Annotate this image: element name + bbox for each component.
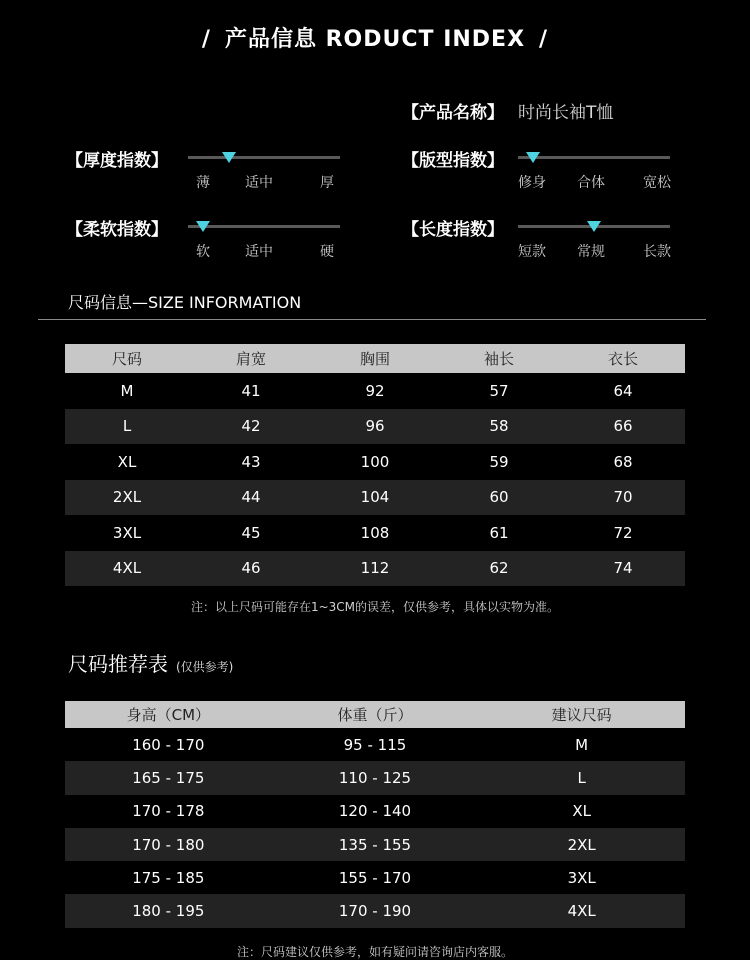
softness-tick-low: 软 xyxy=(196,244,210,260)
table-cell: 112 xyxy=(360,559,390,578)
table-row xyxy=(65,828,685,861)
fit-index-label: 【版型指数】 xyxy=(402,151,504,171)
header-sleeve: 袖长 xyxy=(483,350,514,368)
section-divider xyxy=(38,319,706,320)
table-cell: 42 xyxy=(241,417,261,436)
table-cell: 59 xyxy=(489,452,509,471)
table-cell: 165 - 175 xyxy=(132,768,205,787)
length-tick-low: 短款 xyxy=(518,244,546,260)
table-row xyxy=(65,761,685,794)
recommend-note: 注：尺码建议仅供参考，如有疑问请咨询店内客服。 xyxy=(236,945,513,959)
table-row xyxy=(65,444,685,480)
recommend-table-header-row xyxy=(65,701,685,728)
table-cell: 108 xyxy=(360,523,390,542)
table-row xyxy=(65,409,685,445)
table-row xyxy=(65,861,685,894)
table-cell: 95 - 115 xyxy=(343,735,407,754)
table-cell: 70 xyxy=(613,488,633,507)
table-cell: 135 - 155 xyxy=(338,835,412,854)
page-title: 产品信息 RODUCT INDEX xyxy=(224,27,526,52)
table-cell: 4XL xyxy=(567,902,596,921)
table-cell: 160 - 170 xyxy=(132,735,205,754)
recommend-table xyxy=(65,701,685,928)
table-cell: L xyxy=(577,768,586,787)
table-row xyxy=(65,480,685,516)
softness-tick-mid: 适中 xyxy=(245,244,273,260)
table-cell: XL xyxy=(117,452,137,471)
length-tick-high: 长款 xyxy=(643,244,671,260)
table-cell: 46 xyxy=(241,559,261,578)
table-cell: 66 xyxy=(613,417,633,436)
table-cell: 43 xyxy=(241,452,261,471)
page-header xyxy=(0,22,750,53)
table-row xyxy=(65,728,685,761)
table-cell: 170 - 180 xyxy=(132,835,205,854)
table-cell: 74 xyxy=(613,559,633,578)
fit-tick-low: 修身 xyxy=(518,175,546,191)
header-chest: 胸围 xyxy=(359,350,390,368)
fit-slider-marker xyxy=(526,152,540,163)
length-index-label: 【长度指数】 xyxy=(402,220,504,240)
table-cell: 45 xyxy=(241,523,261,542)
length-tick-mid: 常规 xyxy=(577,244,605,260)
table-row xyxy=(65,515,685,551)
table-cell: 44 xyxy=(241,488,261,507)
table-cell: 100 xyxy=(360,452,390,471)
table-cell: 72 xyxy=(613,523,633,542)
table-cell: 60 xyxy=(489,488,509,507)
table-cell: 57 xyxy=(489,381,509,400)
fit-tick-mid: 合体 xyxy=(577,175,605,191)
size-table-header-row xyxy=(65,344,685,373)
table-cell: L xyxy=(122,417,132,436)
softness-slider-track xyxy=(188,225,340,228)
header-weight: 体重（斤） xyxy=(337,706,413,724)
table-cell: M xyxy=(120,381,134,400)
thickness-tick-mid: 适中 xyxy=(245,175,273,191)
header-size: 尺码 xyxy=(111,350,142,368)
thickness-tick-low: 薄 xyxy=(196,175,210,191)
thickness-tick-high: 厚 xyxy=(320,175,334,191)
table-row xyxy=(65,894,685,927)
recommend-title: 尺码推荐表 xyxy=(68,652,168,676)
softness-slider-marker xyxy=(196,221,210,232)
size-note: 注：以上尺码可能存在1~3CM的误差，仅供参考，具体以实物为准。 xyxy=(190,600,560,614)
table-cell: 170 - 178 xyxy=(132,802,205,821)
table-row xyxy=(65,373,685,409)
table-cell: 68 xyxy=(613,452,633,471)
table-row xyxy=(65,795,685,828)
table-cell: XL xyxy=(572,802,591,821)
table-cell: 64 xyxy=(613,381,633,400)
table-cell: 3XL xyxy=(567,868,596,887)
table-cell: 175 - 185 xyxy=(132,868,205,887)
header-height: 身高（CM） xyxy=(126,706,211,724)
table-cell: 155 - 170 xyxy=(338,868,412,887)
size-table xyxy=(65,344,685,586)
table-row xyxy=(65,551,685,587)
table-cell: M xyxy=(575,735,589,754)
thickness-slider-marker xyxy=(222,152,236,163)
table-cell: 3XL xyxy=(112,523,142,542)
header-length: 衣长 xyxy=(607,350,638,368)
table-cell: 58 xyxy=(489,417,509,436)
table-cell: 104 xyxy=(360,488,390,507)
header-suggested-size: 建议尺码 xyxy=(551,706,612,724)
softness-tick-high: 硬 xyxy=(320,244,334,260)
recommend-section-title xyxy=(68,648,233,677)
table-cell: 2XL xyxy=(112,488,142,507)
fit-slider-track xyxy=(518,156,670,159)
table-cell: 2XL xyxy=(567,835,596,854)
table-cell: 41 xyxy=(241,381,261,400)
table-cell: 170 - 190 xyxy=(338,902,412,921)
thickness-index-label: 【厚度指数】 xyxy=(66,151,168,171)
table-cell: 92 xyxy=(365,381,385,400)
table-cell: 62 xyxy=(489,559,509,578)
softness-index-label: 【柔软指数】 xyxy=(66,220,168,240)
header-slash-left: / xyxy=(201,27,211,52)
product-name-value: 时尚长袖T恤 xyxy=(518,103,614,123)
table-cell: 96 xyxy=(365,417,385,436)
table-cell: 61 xyxy=(489,523,509,542)
table-cell: 110 - 125 xyxy=(338,768,412,787)
header-slash-right: / xyxy=(539,27,549,52)
length-slider-marker xyxy=(587,221,601,232)
table-cell: 4XL xyxy=(112,559,142,578)
product-name-row xyxy=(402,98,613,123)
table-cell: 180 - 195 xyxy=(132,902,205,921)
header-shoulder: 肩宽 xyxy=(235,350,266,368)
size-section-title: 尺码信息—SIZE INFORMATION xyxy=(68,293,302,312)
thickness-slider-track xyxy=(188,156,340,159)
recommend-subtitle: (仅供参考) xyxy=(176,660,234,674)
product-name-label: 【产品名称】 xyxy=(402,103,504,123)
fit-tick-high: 宽松 xyxy=(643,175,671,191)
table-cell: 120 - 140 xyxy=(338,802,412,821)
